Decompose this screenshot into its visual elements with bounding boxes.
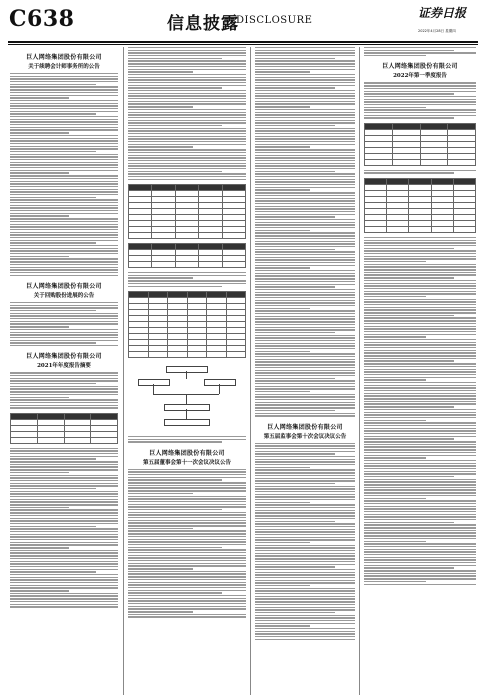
header-rule [8,41,478,43]
notice-company: 巨人网络集团股份有限公司 [382,63,458,71]
notice-company: 巨人网络集团股份有限公司 [149,449,225,457]
notice-body [364,170,476,174]
quarterly-table [364,123,476,166]
notice-body [364,82,476,118]
shareholder-table [128,291,246,358]
issue-date: 2022年4月28日 星期四 [418,29,456,33]
notice-company: 巨人网络集团股份有限公司 [267,423,343,431]
column-divider [359,47,360,695]
notice-body [10,302,118,346]
notice-body [128,436,246,443]
notice-title: 2022年第一季度报告 [393,73,447,80]
notice-title: 关于回购股份进展的公告 [33,292,95,299]
notice-title: 第五届董事会第十一次会议决议公告 [142,459,231,466]
column-divider [250,47,251,695]
notice-title: 2021年年度报告摘要 [37,363,91,370]
notice-body [128,272,246,287]
notice-body [128,47,246,180]
notice-body [364,237,476,585]
column-1 [10,47,118,695]
notice-company: 巨人网络集团股份有限公司 [26,353,102,361]
notice-header [10,351,118,369]
notice-body [364,47,476,56]
quarterly-table [364,178,476,233]
notice-company: 巨人网络集团股份有限公司 [26,54,102,61]
notice-company: 巨人网络集团股份有限公司 [26,282,102,290]
ownership-structure-chart [128,362,246,432]
report-table [10,413,118,444]
notice-header [364,61,476,79]
section-title: 信息披露 [167,14,239,34]
notice-title: 第五届监事会第十次会议决议公告 [263,433,347,440]
newspaper-logo: 证券日报 [418,6,467,20]
header-rule-thin [8,44,478,45]
page-header [0,0,484,40]
notice-body [128,469,246,618]
notice-header [128,448,246,466]
financial-table [128,243,246,268]
column-divider [123,47,124,695]
notice-header [255,422,355,440]
notice-header [10,52,118,70]
financial-table [128,184,246,239]
column-2 [128,47,246,695]
page-number: C638 [9,6,75,32]
column-4 [364,47,476,695]
notice-body [255,443,355,641]
notice-body [10,73,118,276]
column-3 [255,47,355,695]
notice-body [10,448,118,608]
notice-body [255,47,355,417]
notice-title: 关于续聘会计师事务所的公告 [28,64,100,70]
section-title-en: DISCLOSURE [236,15,313,26]
notice-header [10,281,118,299]
notice-body [10,372,118,408]
